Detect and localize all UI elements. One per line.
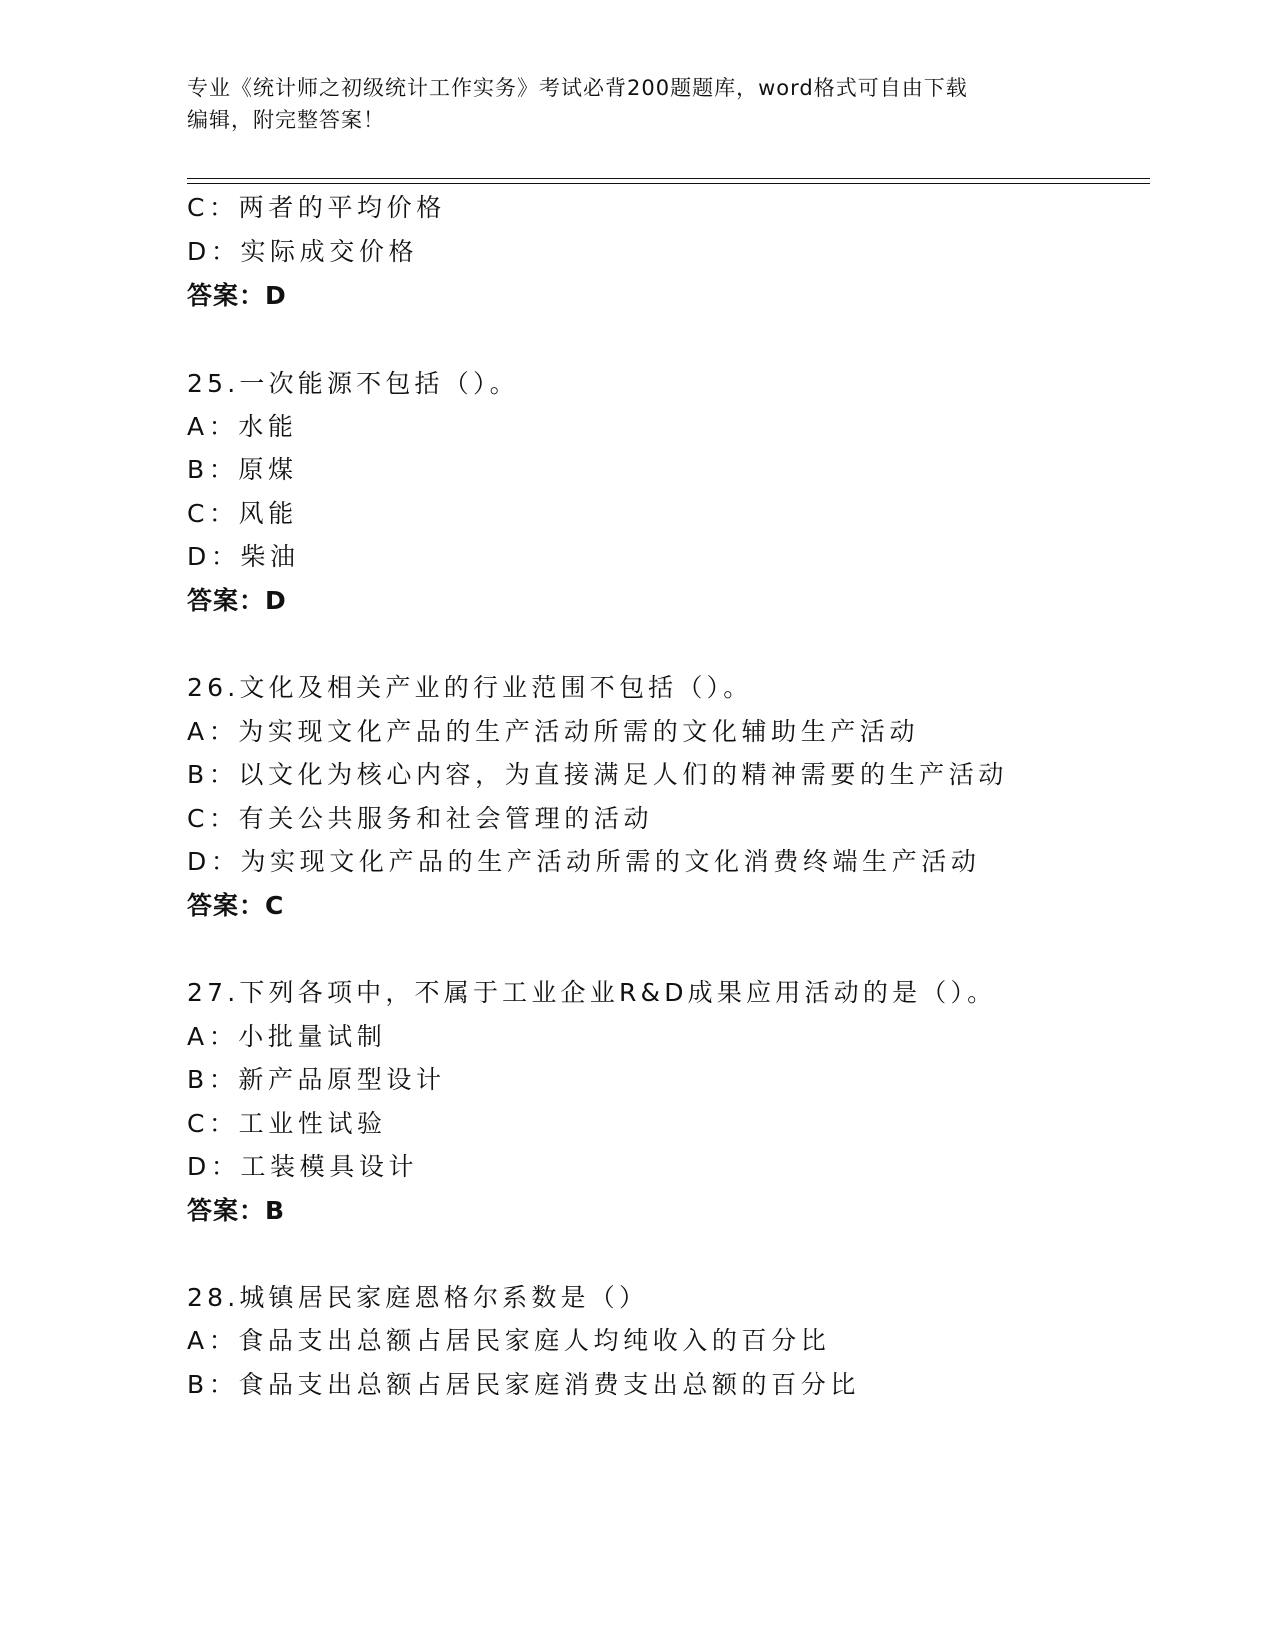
q26-option-c: C：有关公共服务和社会管理的活动: [187, 804, 654, 833]
q24-option-c: C：两者的平均价格: [187, 193, 446, 222]
q28-option-a: A：食品支出总额占居民家庭人均纯收入的百分比: [187, 1326, 831, 1355]
header-rule-bottom: [187, 183, 1150, 184]
q25-option-d: D：柴油: [187, 542, 300, 571]
q27-option-b: B：新产品原型设计: [187, 1065, 446, 1094]
q27-answer: 答案：B: [187, 1196, 286, 1225]
q27-option-d: D：工装模具设计: [187, 1152, 419, 1181]
q27-option-c: C：工业性试验: [187, 1109, 387, 1138]
q25-option-c: C：风能: [187, 499, 298, 528]
q24-answer: 答案：D: [187, 281, 287, 310]
q25-option-b: B：原煤: [187, 455, 298, 484]
q25-answer: 答案：D: [187, 586, 287, 615]
q26-question: 26.文化及相关产业的行业范围不包括（）。: [187, 673, 753, 702]
q26-option-d: D：为实现文化产品的生产活动所需的文化消费终端生产活动: [187, 847, 981, 876]
q28-question: 28.城镇居民家庭恩格尔系数是（）: [187, 1283, 649, 1312]
q26-option-a: A：为实现文化产品的生产活动所需的文化辅助生产活动: [187, 717, 920, 746]
q27-option-a: A：小批量试制: [187, 1022, 387, 1051]
q26-answer: 答案：C: [187, 891, 285, 920]
q27-question: 27.下列各项中，不属于工业企业R&D成果应用活动的是（）。: [187, 978, 997, 1007]
header-line-2: 编辑，附完整答案！: [187, 108, 385, 132]
header-rule-top: [187, 178, 1150, 179]
q25-question: 25.一次能源不包括（）。: [187, 369, 519, 398]
q25-option-a: A：水能: [187, 412, 298, 441]
header-line-1: 专业《统计师之初级统计工作实务》考试必背200题题库，word格式可自由下载: [187, 76, 968, 100]
q24-option-d: D：实际成交价格: [187, 237, 419, 266]
q28-option-b: B：食品支出总额占居民家庭消费支出总额的百分比: [187, 1370, 860, 1399]
document-header: [187, 72, 1067, 136]
q26-option-b: B：以文化为核心内容，为直接满足人们的精神需要的生产活动: [187, 760, 1008, 789]
